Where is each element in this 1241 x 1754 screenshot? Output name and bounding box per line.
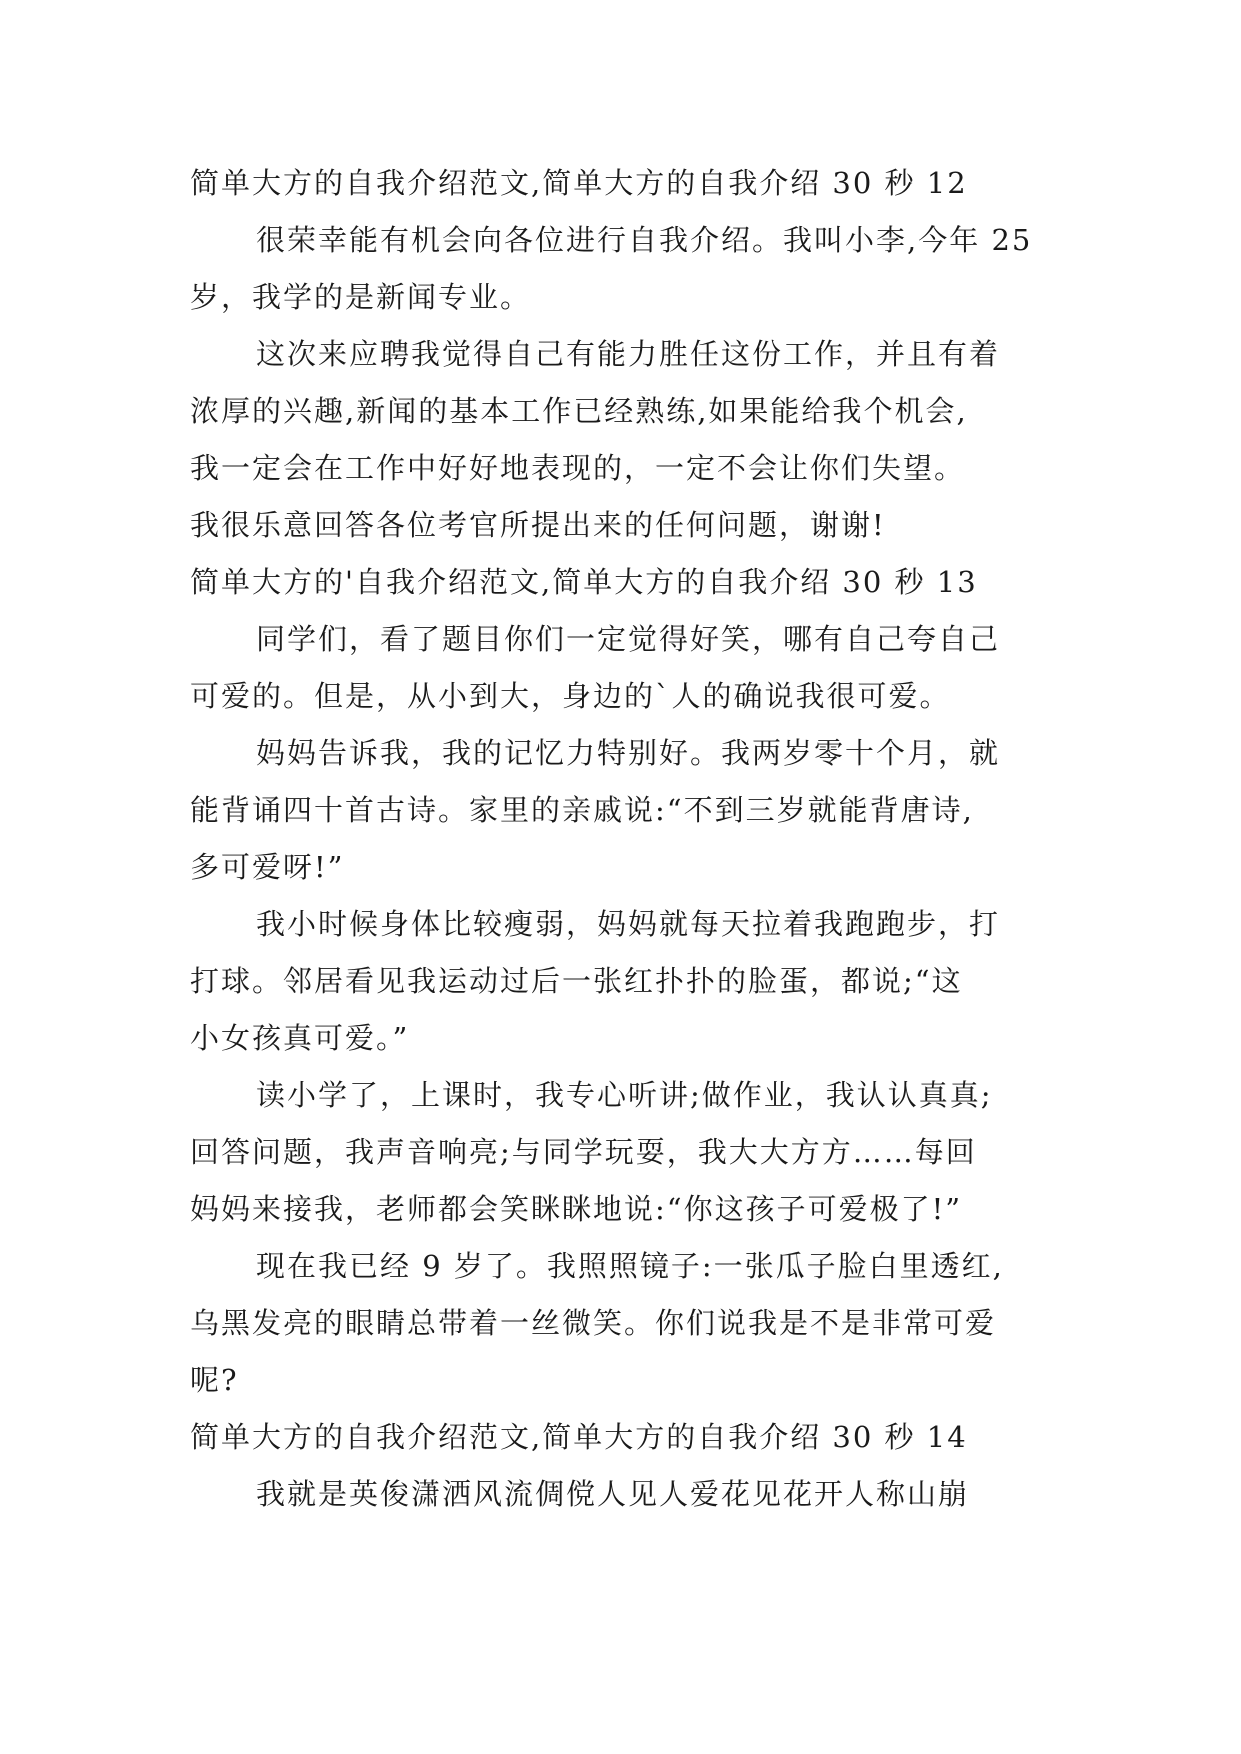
document-page [190,155,1050,1523]
paragraph-line: 我小时候身体比较瘦弱，妈妈就每天拉着我跑跑步，打 [256,907,1001,941]
paragraph-line: 现在我已经 9 岁了。我照照镜子:一张瓜子脸白里透红, [256,1249,1004,1283]
paragraph-line: 乌黑发亮的眼睛总带着一丝微笑。你们说我是不是非常可爱 [190,1306,997,1340]
paragraph-line: 浓厚的兴趣,新闻的基本工作已经熟练,如果能给我个机会, [190,394,968,428]
paragraph-line: 妈妈告诉我，我的记忆力特别好。我两岁零十个月，就 [256,736,1001,770]
section-heading-14: 简单大方的自我介绍范文,简单大方的自我介绍 30 秒 14 [190,1420,968,1454]
section-heading-12: 简单大方的自我介绍范文,简单大方的自我介绍 30 秒 12 [190,166,968,200]
paragraph-line: 回答问题，我声音响亮;与同学玩耍，我大大方方……每回 [190,1135,977,1169]
paragraph-line: 我很乐意回答各位考官所提出来的任何问题，谢谢! [190,508,886,542]
paragraph-line: 可爱的。但是，从小到大，身边的`人的确说我很可爱。 [190,679,951,713]
paragraph-line: 小女孩真可爱。” [190,1021,410,1055]
paragraph-line: 呢? [190,1363,239,1397]
paragraph-line: 岁，我学的是新闻专业。 [190,280,532,314]
paragraph-line: 能背诵四十首古诗。家里的亲戚说:“不到三岁就能背唐诗, [190,793,974,827]
paragraph-line: 我一定会在工作中好好地表现的，一定不会让你们失望。 [190,451,966,485]
paragraph-line: 同学们，看了题目你们一定觉得好笑，哪有自己夸自己 [256,622,1001,656]
section-heading-13: 简单大方的'自我介绍范文,简单大方的自我介绍 30 秒 13 [190,565,978,599]
paragraph-line: 妈妈来接我，老师都会笑眯眯地说:“你这孩子可爱极了!” [190,1192,963,1226]
paragraph-line: 这次来应聘我觉得自己有能力胜任这份工作，并且有着 [256,337,1001,371]
paragraph-line: 打球。邻居看见我运动过后一张红扑扑的脸蛋，都说;“这 [190,964,963,998]
paragraph-line: 多可爱呀!” [190,850,345,884]
paragraph-line: 读小学了，上课时，我专心听讲;做作业，我认认真真; [256,1078,993,1112]
paragraph-line: 我就是英俊潇洒风流倜傥人见人爱花见花开人称山崩 [256,1477,970,1511]
paragraph-line: 很荣幸能有机会向各位进行自我介绍。我叫小李,今年 25 [256,223,1033,257]
